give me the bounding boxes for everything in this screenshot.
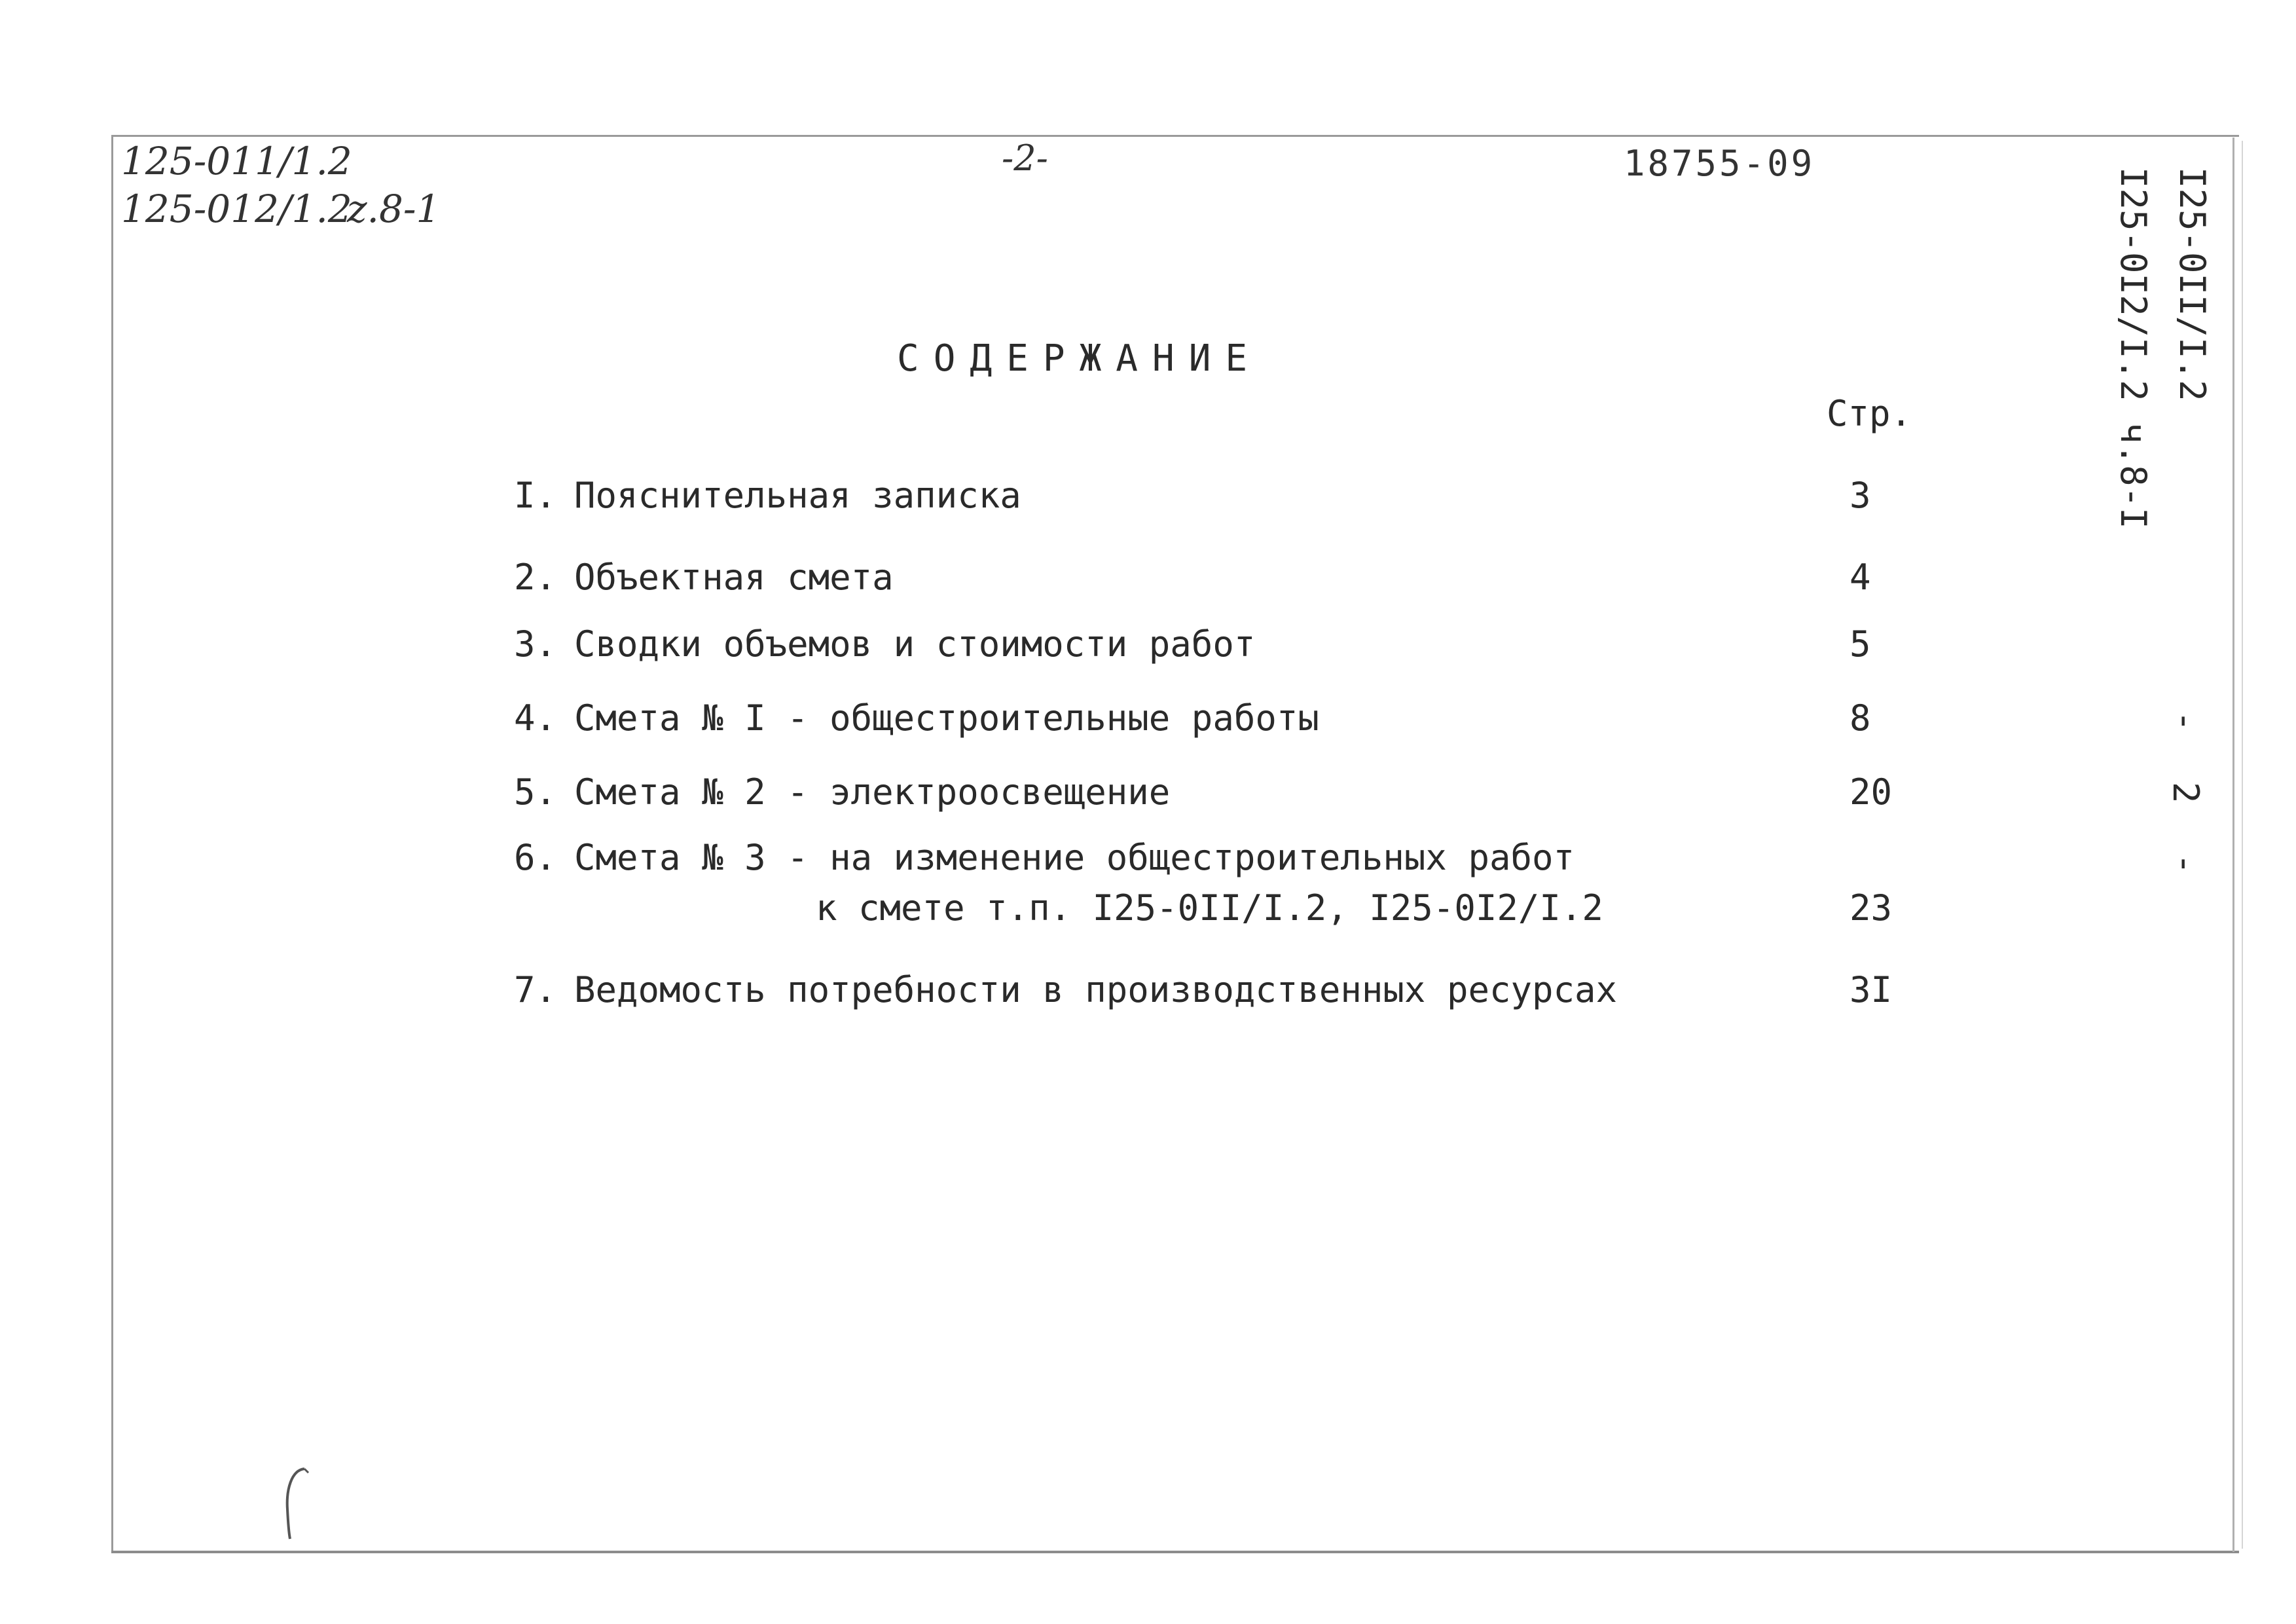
frame-right-line (2232, 138, 2234, 1552)
toc-item-continuation: к смете т.п. I25-0II/I.2, I25-0I2/I.2 (816, 887, 1603, 929)
toc-item (514, 837, 1575, 878)
toc-item-number: 5. (514, 771, 557, 813)
toc-item-page: 8 (1850, 697, 1871, 739)
toc-item-number: 7. (514, 969, 557, 1010)
toc-item (514, 623, 1871, 665)
pencil-mark (278, 1464, 318, 1542)
page-column-header: Стр. (1827, 393, 1912, 434)
frame-left-line (111, 135, 113, 1553)
toc-item-page: 3 (1850, 475, 1871, 516)
toc-item-text: Сводки объемов и стоимости работ (574, 623, 1256, 665)
toc-item-page: 3I (1850, 969, 1893, 1010)
toc-item-number: 2. (514, 557, 557, 598)
toc-item (514, 557, 1871, 598)
page-number-top: -2- (1002, 138, 1048, 179)
side-code-2: I25-0I2/I.2 ч.8-I (2113, 167, 2154, 529)
toc-item (514, 969, 1893, 1010)
toc-item-number: 3. (514, 623, 557, 665)
side-page-number: - 2 - (2165, 710, 2206, 889)
toc-item-page: 4 (1850, 557, 1871, 598)
toc-item-text: Пояснительная записка (574, 475, 1021, 516)
toc-item-page: 5 (1850, 623, 1871, 665)
toc-item-page: 23 (1850, 887, 1893, 929)
stamp-number: 18755-09 (1624, 143, 1815, 184)
toc-item-text: Смета № 2 - электроосвещение (574, 771, 1171, 813)
toc-item-text: Смета № 3 - на изменение общестроительных работ (574, 837, 1575, 878)
toc-item-number: I. (514, 475, 557, 516)
toc-item-text: Объектная смета (574, 557, 894, 598)
page-title: СОДЕРЖАНИЕ (897, 337, 1262, 380)
frame-bottom-line (111, 1551, 2239, 1553)
toc-item-number: 4. (514, 697, 557, 739)
handwritten-code-1: 125-011/1.2 (121, 139, 352, 183)
frame-right-line-inner (2242, 141, 2243, 1549)
toc-item (514, 475, 1871, 516)
side-code-1: I25-0II/I.2 (2172, 167, 2213, 401)
handwritten-part: z.8-1 (347, 187, 441, 231)
frame-top-line (111, 135, 2239, 137)
toc-item-number: 6. (514, 837, 557, 878)
handwritten-code-2: 125-012/1.2 (121, 187, 352, 231)
toc-item (514, 697, 1871, 739)
toc-item-page: 20 (1850, 771, 1893, 813)
toc-item (514, 771, 1893, 813)
toc-item-text: Смета № I - общестроительные работы (574, 697, 1319, 739)
toc-item-text: Ведомость потребности в производственных ресурсах (574, 969, 1618, 1010)
